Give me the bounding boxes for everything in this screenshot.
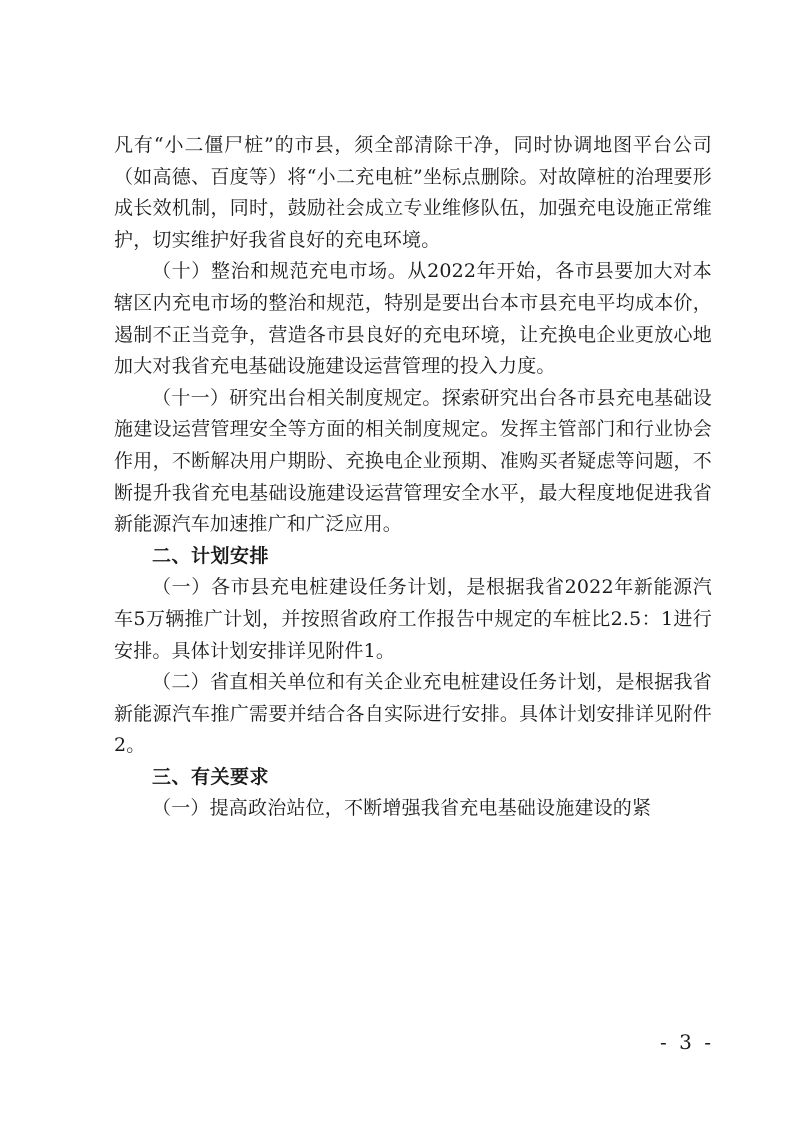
- document-body: [114, 130, 712, 825]
- paragraph-continuation: 凡有“小二僵尸桩”的市县，须全部清除干净，同时协调地图平台公司（如高德、百度等）将“小二充电桩”坐标点删除。对故障桩的治理要形成长效机制，同时，鼓励社会成立专业维修队伍，加强充电设施正常维护，切实维护好我省良好的充电环境。: [114, 134, 712, 251]
- page-number: - 3 -: [660, 1030, 714, 1054]
- paragraph-plan-2: （二）省直相关单位和有关企业充电桩建设任务计划，是根据我省新能源汽车推广需要并结合各自实际进行安排。具体计划安排详见附件2。: [114, 671, 712, 757]
- paragraph-plan-1: （一）各市县充电桩建设任务计划，是根据我省2022年新能源汽车5万辆推广计划，并按照省政府工作报告中规定的车桩比2.5：1进行安排。具体计划安排详见附件1。: [114, 576, 712, 662]
- paragraph-item-10: （十）整治和规范充电市场。从2022年开始，各市县要加大对本辖区内充电市场的整治和规范，特别是要出台本市县充电平均成本价，遏制不正当竞争，营造各市县良好的充电环境，让充换电企业更放心地加大对我省充电基础设施建设运营管理的投入力度。: [114, 260, 712, 378]
- section-heading-plan: 二、计划安排: [152, 544, 270, 567]
- paragraph-item-11: （十一）研究出台相关制度规定。探索研究出台各市县充电基础设施建设运营管理安全等方面的相关制度规定。发挥主管部门和行业协会作用，不断解决用户期盼、充换电企业预期、准购买者疑虑等问题，不断提升我省充电基础设施建设运营管理安全水平，最大程度地促进我省新能源汽车加速推广和广泛应用。: [114, 386, 712, 536]
- paragraph-requirements-1: （一）提高政治站位，不断增强我省充电基础设施建设的紧: [152, 797, 652, 820]
- section-heading-requirements: 三、有关要求: [152, 765, 270, 788]
